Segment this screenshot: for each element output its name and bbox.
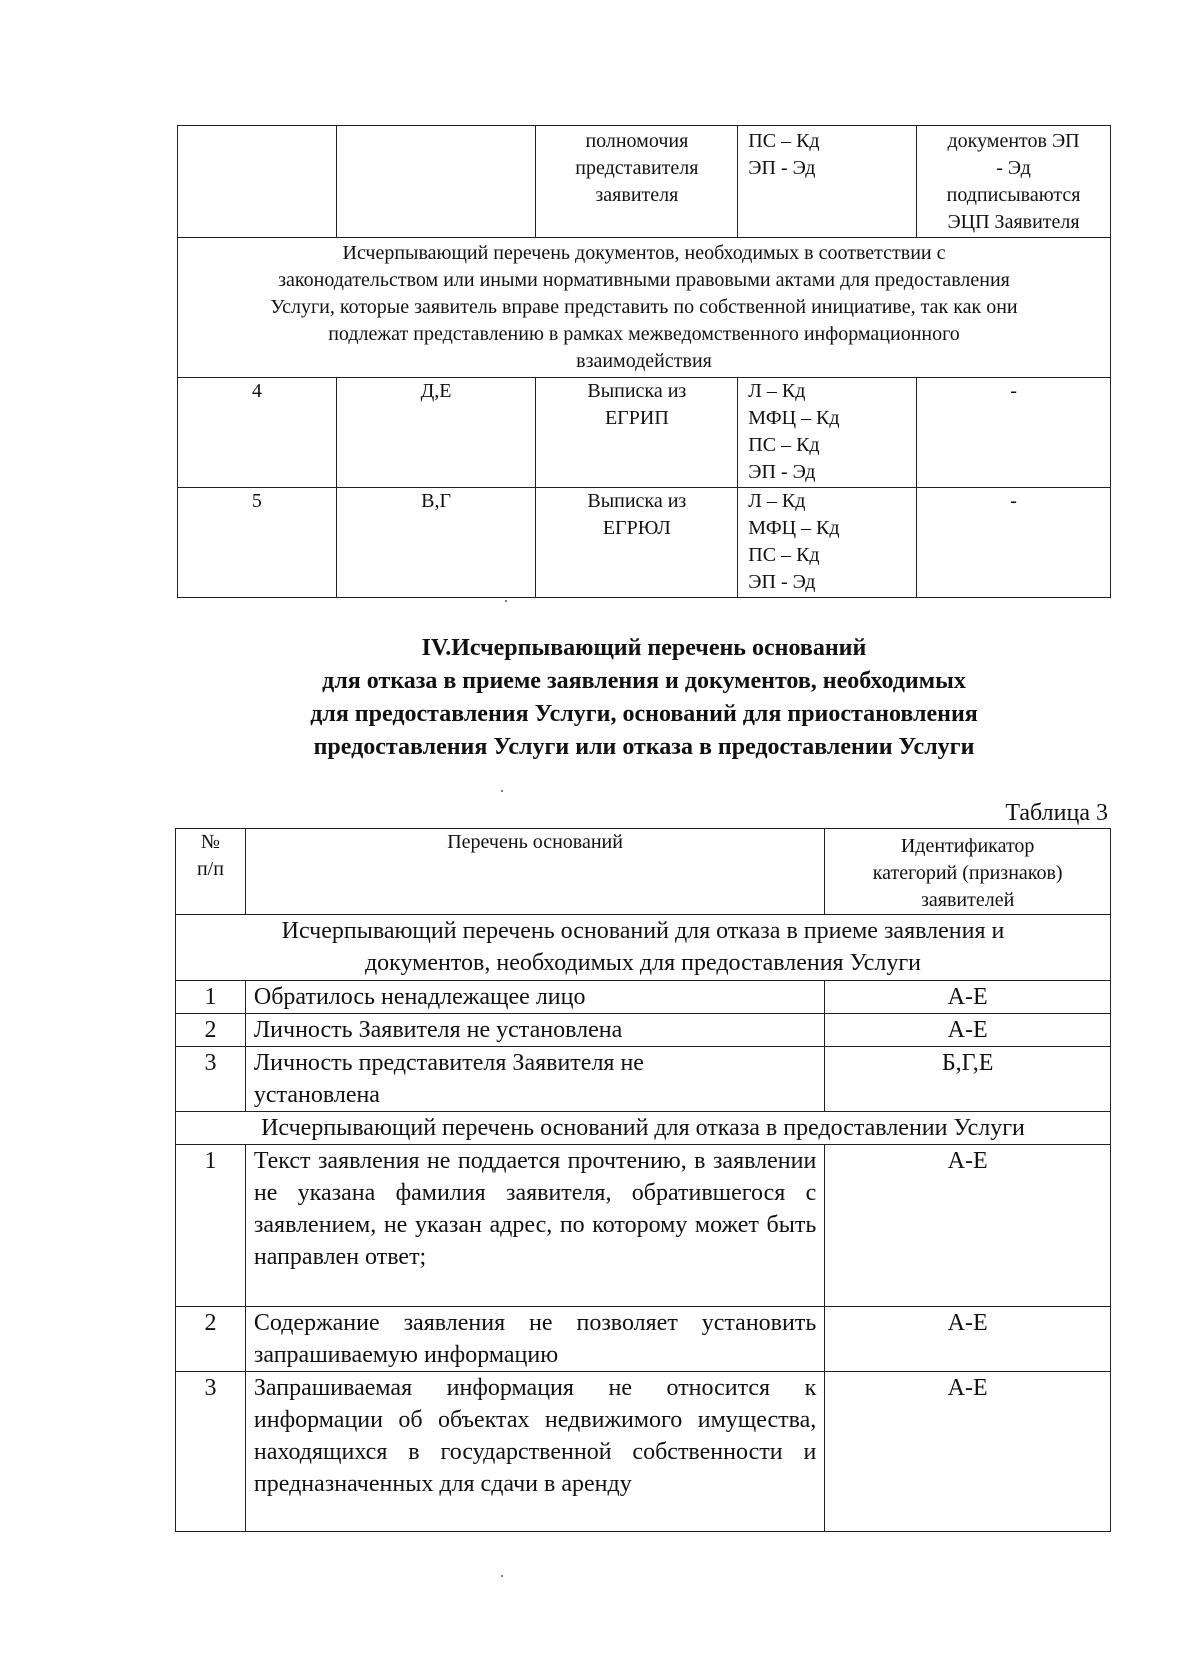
cell-number: 3 <box>176 1372 246 1532</box>
header-num <box>176 829 246 915</box>
section-title-line: взаимодействия <box>576 350 712 372</box>
cell-number: 4 <box>178 378 337 488</box>
header-line: № <box>200 831 220 853</box>
table-row <box>176 1307 1111 1372</box>
cell-reason: Содержание заявления не позволяет установить запрашиваемую информацию <box>245 1307 824 1372</box>
cell-number <box>178 126 337 238</box>
channel-line: ПС – Кд <box>748 434 820 456</box>
cell-note: - <box>917 488 1111 598</box>
document-line: Выписка из <box>587 490 687 512</box>
cell-reason: Личность Заявителя не установлена <box>245 1014 824 1047</box>
cell-reason: Запрашиваемая информация не относится к информации об объектах недвижимого имущества, находящихся в государственной собственности и предназначенных для сдачи в аренду <box>245 1372 824 1532</box>
cell-channels <box>738 488 917 598</box>
section-row <box>176 1112 1111 1145</box>
scan-speck <box>501 1575 503 1577</box>
header-line: п/п <box>196 858 224 880</box>
cell-document <box>536 488 738 598</box>
cell-number: 2 <box>176 1307 246 1372</box>
section-title-line: Исчерпывающий перечень оснований для отказа в приеме заявления и <box>281 918 1005 944</box>
section-title-line: документов, необходимых для предоставления Услуги <box>364 950 922 976</box>
section-title-line: Исчерпывающий перечень оснований для отказа в предоставлении Услуги <box>261 1115 1025 1141</box>
cell-category: Б,Г,Е <box>825 1047 1111 1112</box>
document-line: заявителя <box>595 184 679 206</box>
cell-category: А-Е <box>825 1307 1111 1372</box>
table-row <box>178 126 1111 238</box>
scan-speck <box>501 790 503 792</box>
section-title <box>176 915 1111 981</box>
channel-line: МФЦ – Кд <box>748 407 840 429</box>
channel-line: МФЦ – Кд <box>748 517 840 539</box>
heading-line: для отказа в приеме заявления и документов, необходимых <box>322 668 966 694</box>
cell-number: 1 <box>176 981 246 1014</box>
table-row <box>176 1014 1111 1047</box>
table-row <box>176 1047 1111 1112</box>
note-line: ЭЦП Заявителя <box>947 211 1080 233</box>
section-heading <box>177 632 1111 764</box>
cell-document <box>536 126 738 238</box>
cell-category: А-Е <box>825 1145 1111 1307</box>
cell-channels <box>738 378 917 488</box>
header-reasons: Перечень оснований <box>245 829 824 915</box>
channel-line: ПС – Кд <box>748 130 820 152</box>
note-line: документов ЭП <box>947 130 1080 152</box>
cell-number: 2 <box>176 1014 246 1047</box>
header-row <box>176 829 1111 915</box>
cell-reason: Текст заявления не поддается прочтению, в заявлении не указана фамилия заявителя, обратившегося с заявлением, не указан адрес, по которому может быть направлен ответ; <box>245 1145 824 1307</box>
section-title-line: подлежат представлению в рамках межведомственного информационного <box>328 323 960 345</box>
scan-speck <box>505 600 507 602</box>
document-line: представителя <box>575 157 699 179</box>
header-line: Идентификатор <box>900 835 1035 857</box>
table-caption: Таблица 3 <box>1005 800 1108 826</box>
channel-line: ЭП - Эд <box>748 461 816 483</box>
cell-channels <box>738 126 917 238</box>
documents-table-continuation <box>177 125 1111 598</box>
cell-number: 5 <box>178 488 337 598</box>
header-line: категорий (признаков) <box>872 862 1063 884</box>
section-title-line: законодательством или иными нормативными правовыми актами для предоставления <box>278 269 1010 291</box>
table-row <box>176 1372 1111 1532</box>
section-title <box>176 1112 1111 1145</box>
table-row <box>178 378 1111 488</box>
document-line: Выписка из <box>587 380 687 402</box>
cell-category: В,Г <box>336 488 536 598</box>
section-title-line: Исчерпывающий перечень документов, необходимых в соответствии с <box>342 242 946 264</box>
table-row <box>178 488 1111 598</box>
cell-note <box>917 126 1111 238</box>
header-identifier <box>825 829 1111 915</box>
cell-document <box>536 378 738 488</box>
heading-line: для предоставления Услуги, оснований для приостановления <box>310 701 978 727</box>
document-line: полномочия <box>585 130 689 152</box>
cell-reason: Обратилось ненадлежащее лицо <box>245 981 824 1014</box>
table-row <box>176 1145 1111 1307</box>
cell-number: 3 <box>176 1047 246 1112</box>
table-row <box>176 981 1111 1014</box>
cell-number: 1 <box>176 1145 246 1307</box>
channel-line: ПС – Кд <box>748 544 820 566</box>
refusal-grounds-table <box>175 828 1111 1532</box>
heading-line: предоставления Услуги или отказа в предоставлении Услуги <box>313 734 975 760</box>
section-row <box>176 915 1111 981</box>
cell-reason: Личность представителя Заявителя не установлена <box>245 1047 824 1112</box>
document-line: ЕГРЮЛ <box>602 517 671 539</box>
note-line: подписываются <box>946 184 1081 206</box>
section-row <box>178 238 1111 378</box>
section-title-line: Услуги, которые заявитель вправе представить по собственной инициативе, так как они <box>270 296 1018 318</box>
cell-category: А-Е <box>825 981 1111 1014</box>
channel-line: ЭП - Эд <box>748 157 816 179</box>
cell-category: Д,Е <box>336 378 536 488</box>
cell-category <box>336 126 536 238</box>
heading-line: IV.Исчерпывающий перечень оснований <box>421 635 867 661</box>
note-line: - Эд <box>996 157 1031 179</box>
header-line: заявителей <box>920 889 1015 911</box>
channel-line: ЭП - Эд <box>748 571 816 593</box>
document-line: ЕГРИП <box>604 407 669 429</box>
cell-category: А-Е <box>825 1372 1111 1532</box>
channel-line: Л – Кд <box>748 490 806 512</box>
cell-category: А-Е <box>825 1014 1111 1047</box>
section-title <box>178 238 1111 378</box>
cell-note: - <box>917 378 1111 488</box>
channel-line: Л – Кд <box>748 380 806 402</box>
